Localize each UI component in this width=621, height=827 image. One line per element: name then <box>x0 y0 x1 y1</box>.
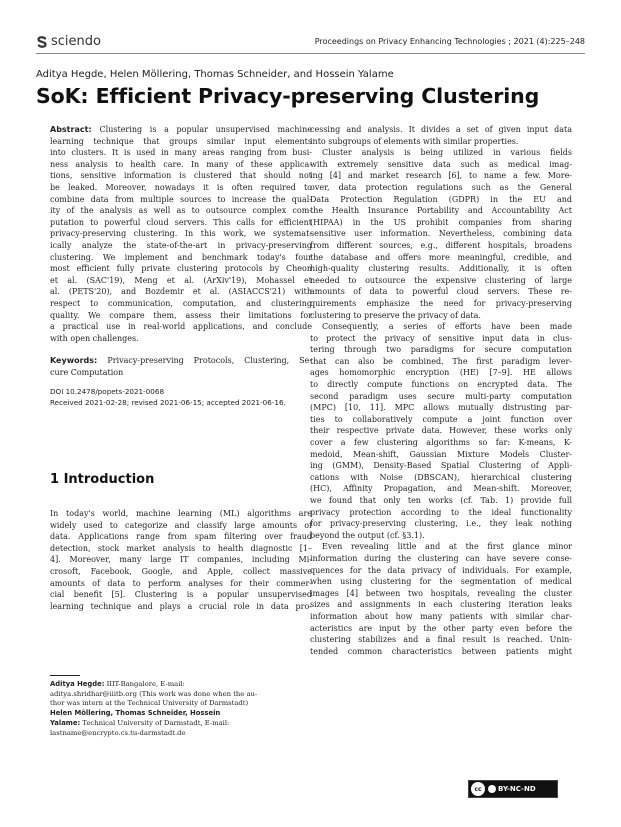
received-dates: Received 2021-02-28; revised 2021-06-15; accepted 2021-06-16. <box>50 397 286 407</box>
body-line: high-quality clustering results. Additionally, it is often <box>310 264 572 274</box>
body-line: with extremely sensitive data such as medical imag- <box>310 159 572 169</box>
abstract-line: most efficient fully private clustering protocols by Cheon <box>50 264 312 274</box>
footnote-rule <box>50 675 80 676</box>
abstract-line: be leaked. Moreover, nowadays it is often required to <box>50 182 312 192</box>
keywords <box>50 355 312 378</box>
license-label: BY-NC-ND <box>498 785 536 793</box>
cc-icon: cc <box>471 782 485 796</box>
body-line: quences for the data privacy of individuals. For example, <box>310 565 572 575</box>
intro-line: learning technique and plays a crucial role in data pro- <box>50 601 312 611</box>
fn-author1-email: aditya.shridhar@iiitb.org (This work was done when the au- <box>50 689 258 698</box>
body-line: ing [4] and market research [6], to name a few. More- <box>310 171 572 181</box>
body-line: the Health Insurance Portability and Accountability Act <box>310 206 572 216</box>
body-line: Even revealing little and at the first glance minor <box>322 542 572 552</box>
intro-line: 4]. Moreover, many large IT companies, including Mi- <box>50 555 312 565</box>
intro-line: cial benefit [5]. Clustering is a popular unsupervised <box>50 590 312 600</box>
keywords-line: Keywords: Privacy-preserving Protocols, Clustering, Se- <box>50 356 312 366</box>
abstract-line: privacy-preserving clustering. In this work, we systemat- <box>50 229 312 239</box>
body-line: when using clustering for the segmentation of medical <box>310 577 572 587</box>
sciendo-logo-icon <box>36 36 48 48</box>
abstract-label: Abstract: <box>50 125 100 134</box>
fn-author1-affil: IIIT-Bangalore, E-mail: <box>104 680 185 688</box>
intro-line: crosoft, Facebook, Google, and Apple, collect massive <box>50 566 312 576</box>
body-line: cover a few clustering algorithms so far: K-means, K- <box>310 438 572 448</box>
body-line: cessing and analysis. It divides a set of given input data <box>310 125 572 134</box>
body-line: acteristics are input by the other party even before the <box>310 623 572 633</box>
body-line: cations with Noise (DBSCAN), hierarchical clustering <box>310 472 572 482</box>
body-line: needed to outsource the expensive clustering of large <box>310 275 572 285</box>
body-line: Cluster analysis is being utilized in various fields <box>322 148 572 158</box>
body-line: into subgroups of elements with similar properties. <box>310 136 519 146</box>
body-line: clustering stabilizes and a final result is reached. Unin- <box>310 635 572 645</box>
body-line: that can also be combined. The first paradigm lever- <box>310 356 572 366</box>
abstract-line: ically analyze the state-of-the-art in privacy-preserving <box>50 240 312 250</box>
body-line: sensitive user information. Nevertheless, combining data <box>310 229 572 239</box>
body-line: their respective private data. However, these works only <box>310 426 572 436</box>
keywords-line: cure Computation <box>50 367 124 377</box>
body-line: for privacy-preserving clustering, i.e., they leak nothing <box>310 519 572 529</box>
introduction-text <box>50 508 312 612</box>
body-line: ages homomorphic encryption (HE) [7–9]. HE allows <box>310 368 572 378</box>
body-line: Consequently, a series of efforts have been made <box>322 322 572 332</box>
author-list: Aditya Hegde, Helen Möllering, Thomas Schneider, and Hossein Yalame <box>36 69 394 80</box>
abstract-line: with open challenges. <box>50 333 139 343</box>
body-line: beyond the output (cf. §3.1). <box>310 530 425 540</box>
publisher-logo <box>36 34 101 49</box>
abstract-line: combine data from multiple sources to increase the qual- <box>50 194 312 204</box>
fn-author1-note: thor was intern at the Technical University of Darmstadt) <box>50 699 249 708</box>
body-line: (HC), Affinity Propagation, and Mean-shift. Moreover, <box>310 484 572 494</box>
fn-author1-name: Aditya Hegde: <box>50 680 105 688</box>
abstract-line: Abstract: Clustering is a popular unsupervised machine <box>50 125 312 134</box>
fn-authors2-name-end: Yalame: <box>50 718 81 727</box>
body-line: ing (GMM), Density-Based Spatial Clustering of Appli- <box>310 461 572 471</box>
body-line: clustering to preserve the privacy of data. <box>310 310 481 320</box>
left-column <box>50 124 312 408</box>
body-line: tering through two paradigms for secure computation <box>310 345 572 355</box>
body-line: (HIPAA) in the US prohibit companies from sharing <box>310 217 572 227</box>
body-line: over, data protection regulations such as the General <box>310 182 572 192</box>
body-line: to protect the privacy of sensitive input data in clus- <box>310 333 572 343</box>
body-line: amounts of data to powerful cloud servers. These re- <box>310 287 572 297</box>
abstract-line: et al. (SAC'19), Meng et al. (ArXiv'19), Mohassel et <box>50 275 312 285</box>
body-line: images [4] between two hospitals, revealing the cluster <box>310 588 572 598</box>
body-line: second paradigm uses secure multi-party computation <box>310 391 572 401</box>
abstract-line: quality. We compare them, assess their limitations for <box>50 310 312 320</box>
body-line: the database and offers more meaningful, credible, and <box>310 252 572 262</box>
fn-authors2-affil: Technical University of Darmstadt, E-mail: <box>80 718 230 727</box>
abstract-line: tions, sensitive information is clustered that should not <box>50 171 312 181</box>
abstract-line: ness analysis to health care. In many of these applica- <box>50 159 312 169</box>
fn-authors2-names: Helen Möllering, Thomas Schneider, Hossein <box>50 709 221 718</box>
license-badge <box>468 780 558 798</box>
abstract <box>50 124 312 344</box>
body-line: Data Protection Regulation (GDPR) in the EU and <box>310 194 572 204</box>
section-heading-introduction: 1 Introduction <box>50 472 155 487</box>
abstract-line: learning technique that groups similar input elements <box>50 136 312 146</box>
body-line: medoid, Mean-shift, Gaussian Mixture Models Cluster- <box>310 449 572 459</box>
body-line: tended common characteristics between patients might <box>310 646 572 656</box>
body-line: to directly compute functions on encrypted data. The <box>310 380 572 390</box>
abstract-line: putation to powerful cloud servers. This calls for efficient <box>50 217 312 227</box>
intro-line: widely used to categorize and classify large amounts of <box>50 520 312 530</box>
body-line: ties to collaboratively compute a joint function over <box>310 414 572 424</box>
intro-line: detection, stock market analysis to health diagnostic [1– <box>50 543 312 553</box>
fn-authors2-email: lastname@encrypto.cs.tu-darmstadt.de <box>50 728 186 737</box>
doi: DOI 10.2478/popets-2021-0068 <box>50 387 165 397</box>
body-line: from different sources, e.g., different hospitals, broadens <box>310 240 572 250</box>
body-line: quirements emphasize the need for privacy-preserving <box>310 298 572 308</box>
header-divider <box>36 53 585 54</box>
attribution-icon <box>488 785 496 793</box>
author-footnote <box>50 680 315 738</box>
intro-line: data. Applications range from spam filtering over fraud <box>50 532 312 542</box>
intro-line: amounts of data to perform analyses for their commer- <box>50 578 312 588</box>
abstract-line: a practical use in real-world applications, and conclude <box>50 322 312 332</box>
body-line: (MPC) [10, 11]. MPC allows mutually distrusting par- <box>310 403 572 413</box>
body-line: we found that only ten works (cf. Tab. 1) provide full <box>310 496 572 505</box>
body-line: information about how many patients with similar char- <box>310 611 572 621</box>
abstract-line: clustering. We implement and benchmark today's four <box>50 252 312 262</box>
body-line: information during the clustering can have severe conse- <box>310 553 572 563</box>
journal-citation: Proceedings on Privacy Enhancing Technologies ; 2021 (4):225–248 <box>314 37 585 46</box>
abstract-line: into clusters. It is used in many areas ranging from busi- <box>50 148 312 158</box>
paper-title: SoK: Efficient Privacy-preserving Clustering <box>36 84 540 108</box>
body-line: privacy protection according to the ideal functionality <box>310 507 572 517</box>
intro-line: In today's world, machine learning (ML) algorithms are <box>50 509 312 518</box>
body-line: sizes and assignments in each clustering iteration leaks <box>310 600 572 610</box>
abstract-line: ity of the analysis as well as to outsource complex com- <box>50 206 312 216</box>
right-column-text <box>310 124 572 657</box>
keywords-label: Keywords: <box>50 356 108 366</box>
publisher-name: sciendo <box>51 34 101 49</box>
abstract-line: al. (PETS'20), and Bozdemir et al. (ASIACCS'21) with <box>50 287 312 297</box>
abstract-line: respect to communication, computation, and clustering <box>50 298 312 308</box>
